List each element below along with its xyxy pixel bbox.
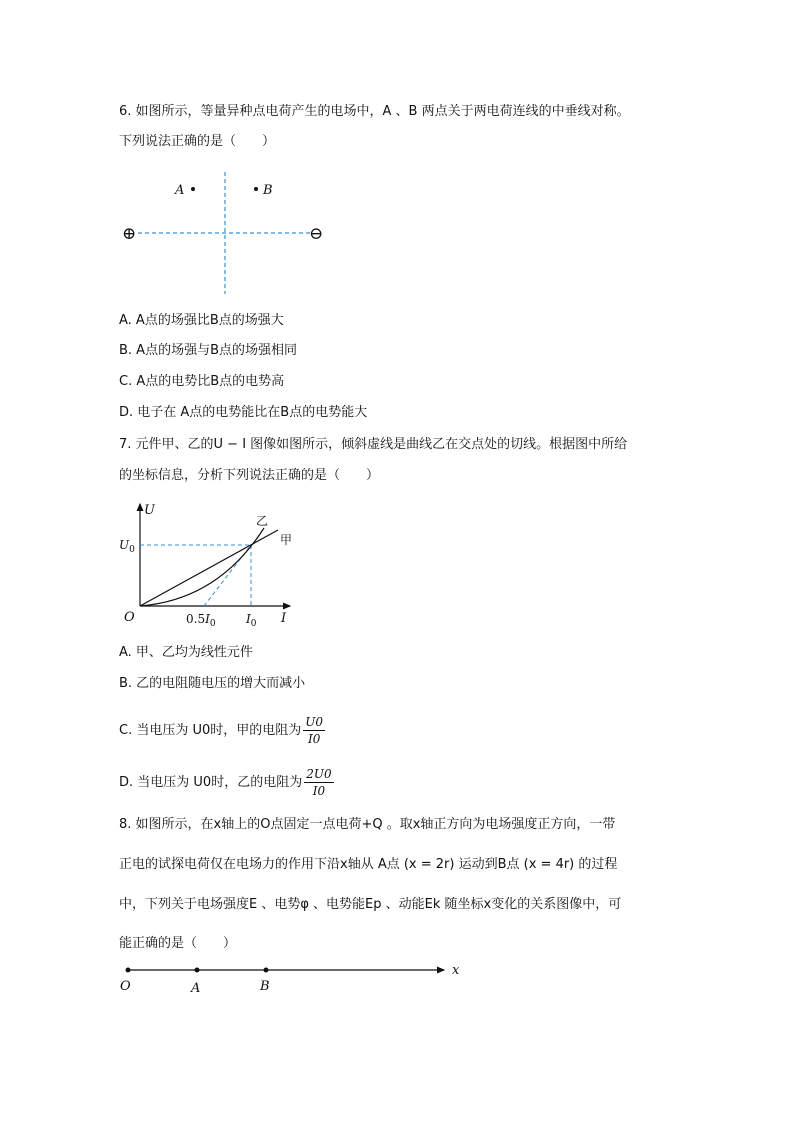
q7-option-d-fraction xyxy=(304,766,333,799)
q7-option-c-denominator: I0 xyxy=(307,732,321,746)
q8-x-axis-figure xyxy=(118,958,478,998)
q6-option-b: B. A点的场强与B点的场强相同 xyxy=(119,343,297,358)
point-a-dot xyxy=(195,968,200,973)
q6-stem-line2: 下列说法正确的是（ ） xyxy=(119,134,276,149)
curve-jia-line xyxy=(140,530,278,606)
half-i0-label: $0.5I_0$ xyxy=(186,612,216,629)
point-b-label: B xyxy=(263,183,273,198)
q7-option-d-numerator: 2U0 xyxy=(306,767,332,781)
point-o-dot xyxy=(126,968,131,973)
q7-option-b: B. 乙的电阻随电压的增大而减小 xyxy=(119,676,306,691)
q7-option-d-denominator: I0 xyxy=(312,784,326,798)
q8-stem-line4: 能正确的是（ ） xyxy=(119,936,237,951)
origin-label: O xyxy=(124,610,135,625)
point-a-label: A xyxy=(191,981,201,996)
q6-option-c: C. A点的电势比B点的电势高 xyxy=(119,374,285,389)
point-a-label: A xyxy=(175,183,185,198)
point-b-label: B xyxy=(260,979,270,994)
i0-label: $I_0$ xyxy=(246,612,257,629)
q8-stem-line2: 正电的试探电荷仅在电场力的作用下沿x轴从 A点 (x = 2r) 运动到B点 (x = 4r) 的过程 xyxy=(119,857,618,872)
i-axis-label: I xyxy=(281,611,287,626)
u0-label: $U_0$ xyxy=(119,538,135,555)
q7-option-c-fraction xyxy=(303,714,325,747)
q7-option-a: A. 甲、乙均为线性元件 xyxy=(119,645,253,660)
q6-option-d: D. 电子在 A点的电势能比在B点的电势能大 xyxy=(119,405,368,420)
curve-yi xyxy=(140,528,264,606)
point-a-dot xyxy=(191,187,195,191)
q6-figure xyxy=(115,168,335,298)
point-b-dot xyxy=(254,187,258,191)
point-o-label: O xyxy=(120,979,131,994)
q7-ui-graph xyxy=(118,500,303,630)
q8-stem-line1: 8. 如图所示，在x轴上的O点固定一点电荷+Q 。取x轴正方向为电场强度正方向，一带 xyxy=(119,817,616,832)
q6-stem-line1: 6. 如图所示，等量异种点电荷产生的电场中，A 、B 两点关于两电荷连线的中垂线对称。 xyxy=(119,104,630,119)
negative-charge-icon: ⊖ xyxy=(309,224,324,244)
q7-option-c-numerator: U0 xyxy=(305,715,324,729)
curve-yi-label: 乙 xyxy=(256,514,269,528)
q6-option-a: A. A点的场强比B点的场强大 xyxy=(119,313,284,328)
q7-option-c xyxy=(119,708,325,754)
u-axis-label: U xyxy=(144,503,155,518)
q7-option-c-text: C. 当电压为 U0时，甲的电阻为 xyxy=(119,723,302,738)
x-axis-label: x xyxy=(452,963,460,978)
q7-option-d xyxy=(119,760,334,806)
point-b-dot xyxy=(264,968,269,973)
positive-charge-icon: ⊕ xyxy=(122,224,137,244)
curve-jia-label: 甲 xyxy=(280,533,293,547)
q7-stem-line1: 7. 元件甲、乙的U − I 图像如图所示，倾斜虚线是曲线乙在交点处的切线。根据图中所给 xyxy=(119,437,628,452)
q7-stem-line2: 的坐标信息，分析下列说法正确的是（ ） xyxy=(119,468,380,483)
q7-option-d-text: D. 当电压为 U0时，乙的电阻为 xyxy=(119,775,303,790)
q8-stem-line3: 中，下列关于电场强度E 、电势φ 、电势能Ep 、动能Ek 随坐标x变化的关系图像中，可 xyxy=(119,897,622,912)
